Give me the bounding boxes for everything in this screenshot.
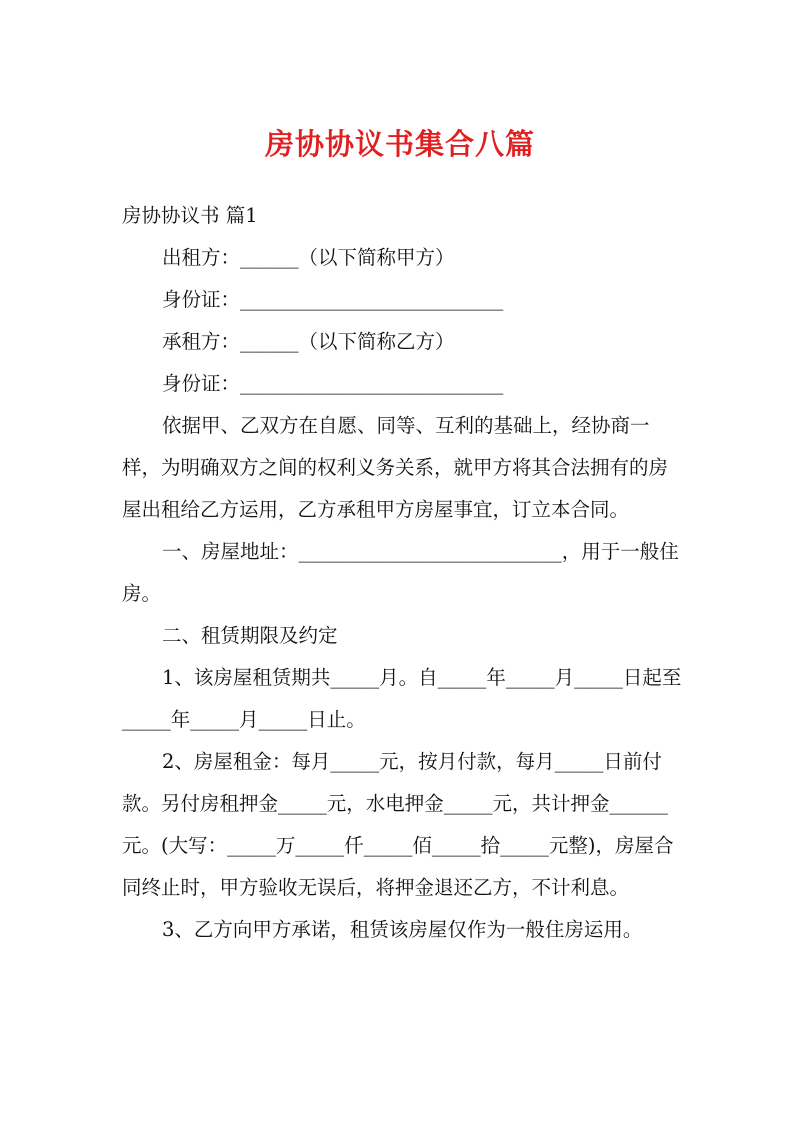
section-heading: 房协协议书 篇1 [122,204,258,227]
paragraph: 身份证：___________________________ [162,288,504,311]
paragraph: 承租方：______（以下简称乙方） [162,330,455,353]
paragraph: 二、租赁期限及约定 [162,624,338,647]
document-title: 房协协议书集合八篇 [264,127,535,161]
paragraph: 身份证：___________________________ [162,372,504,395]
paragraph: 2、房屋租金：每月_____元，按月付款，每月_____日前付款。另付房租押金_____元，水电押金_____元，共计押金______元。(大写：_____万_____仟_____佰_____拾_____元整)，房屋合同终止时，甲方验收无误后，将押金退还乙方，不计利息。 [122,750,674,899]
paragraph: 依据甲、乙双方在自愿、同等、互利的基础上，经协商一样，为明确双方之间的权利义务关系，就甲方将其合法拥有的房屋出租给乙方运用，乙方承租甲方房屋事宜，订立本合同。 [122,414,669,521]
paragraph: 出租方：______（以下简称甲方） [162,246,455,269]
paragraph: 一、房屋地址：___________________________，用于一般住房。 [122,540,679,605]
paragraph: 3、乙方向甲方承诺，租赁该房屋仅作为一般住房运用。 [162,918,643,941]
paragraph: 1、该房屋租赁期共_____月。自_____年_____月_____日起至_____年_____月_____日止。 [122,666,682,731]
document-body [122,195,684,951]
